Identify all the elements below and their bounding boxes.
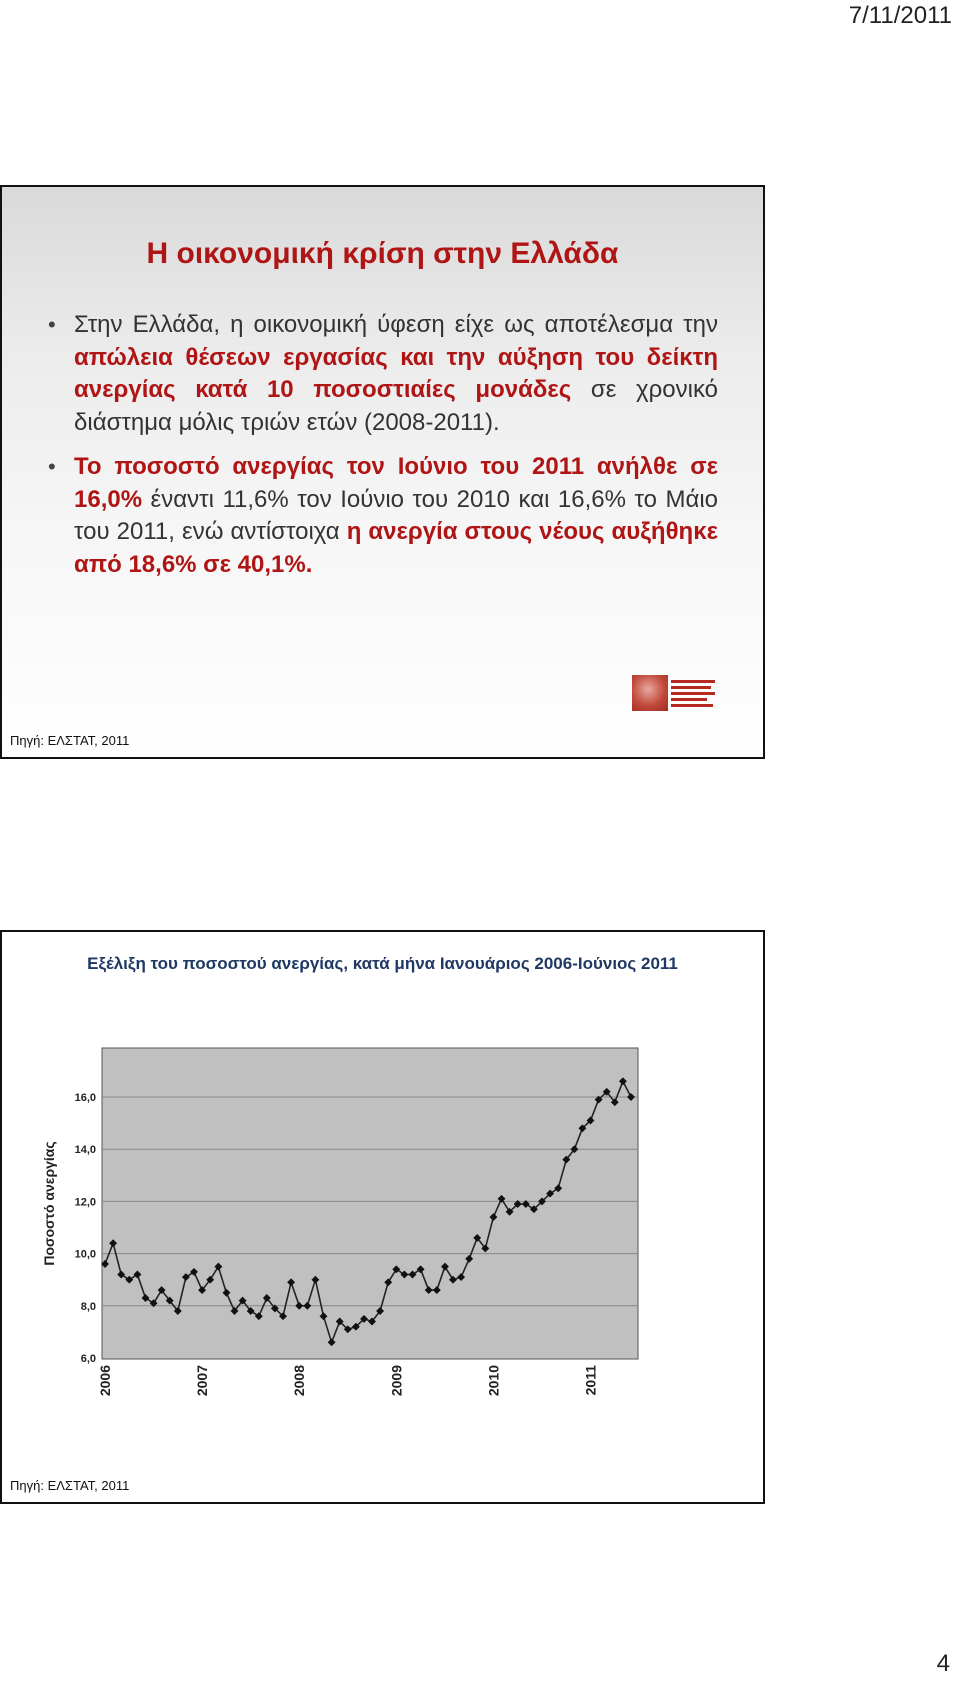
source-note: Πηγή: ΕΛΣΤΑΤ, 2011 <box>10 733 130 748</box>
bullet1-highlight: απώλεια θέσεων εργασίας και την αύξηση του δείκτη ανεργίας κατά 10 ποσοστιαίες μονάδες <box>74 343 718 403</box>
x-year-label: 2007 <box>194 1365 211 1397</box>
y-tick-label: 10,0 <box>74 1248 96 1261</box>
y-tick-label: 16,0 <box>74 1092 96 1104</box>
bullet1-text-part1: Στην Ελλάδα, η οικονομική ύφεση είχε ως αποτέλεσμα την <box>74 311 718 338</box>
x-year-label: 2008 <box>291 1365 308 1397</box>
bullet-item-unemployment-rate <box>48 451 718 581</box>
y-tick-label: 12,0 <box>74 1196 96 1209</box>
chart-area <box>24 1026 724 1466</box>
y-tick-label: 6,0 <box>80 1353 96 1365</box>
y-axis-label: Ποσοστό ανεργίας <box>41 1141 57 1266</box>
plot-background <box>102 1048 638 1359</box>
bullet-icon: • <box>48 312 56 337</box>
x-year-label: 2006 <box>97 1365 113 1397</box>
header-date: 7/11/2011 <box>848 2 952 29</box>
slide-unemployment-crisis <box>0 185 765 759</box>
page-number: 4 <box>936 1650 950 1677</box>
chart-title: Εξέλιξη του ποσοστού ανεργίας, κατά μήνα Ιανουάριος 2006-Ιούνιος 2011 <box>87 954 678 973</box>
logo-wordmark <box>671 680 715 707</box>
slide-unemployment-chart <box>0 930 765 1504</box>
bullet2-text-middle: έναντι 11,6% τον Ιούνιο του 2010 και 16,6% το Μάιο του 2011, ενώ αντίστοιχα <box>74 485 718 545</box>
y-tick-label: 8,0 <box>80 1300 96 1313</box>
bullet1-text-part3: σε χρονικό διάστημα μόλις τριών ετών (2008-2011). <box>74 376 718 436</box>
x-year-label: 2009 <box>388 1365 405 1397</box>
source-note: Πηγή: ΕΛΣΤΑΤ, 2011 <box>10 1478 130 1493</box>
bullet2-highlight-end: η ανεργία στους νέους αυξήθηκε από 18,6% σε 40,1%. <box>74 518 718 578</box>
bullet-item-recession <box>48 309 718 439</box>
bullet-list <box>48 309 718 593</box>
institution-logo <box>632 674 716 712</box>
bullet2-highlight-start: Το ποσοστό ανεργίας τον Ιούνιο του 2011 ανήλθε σε 16,0% <box>74 453 718 513</box>
logo-emblem-icon <box>632 675 668 711</box>
slide-title: Η οικονομική κρίση στην Ελλάδα <box>146 237 619 270</box>
x-year-label: 2010 <box>485 1365 502 1397</box>
y-tick-label: 14,0 <box>74 1144 96 1157</box>
bullet-icon: • <box>48 454 56 479</box>
unemployment-line-chart <box>24 1026 724 1466</box>
x-year-label: 2011 <box>582 1365 599 1396</box>
